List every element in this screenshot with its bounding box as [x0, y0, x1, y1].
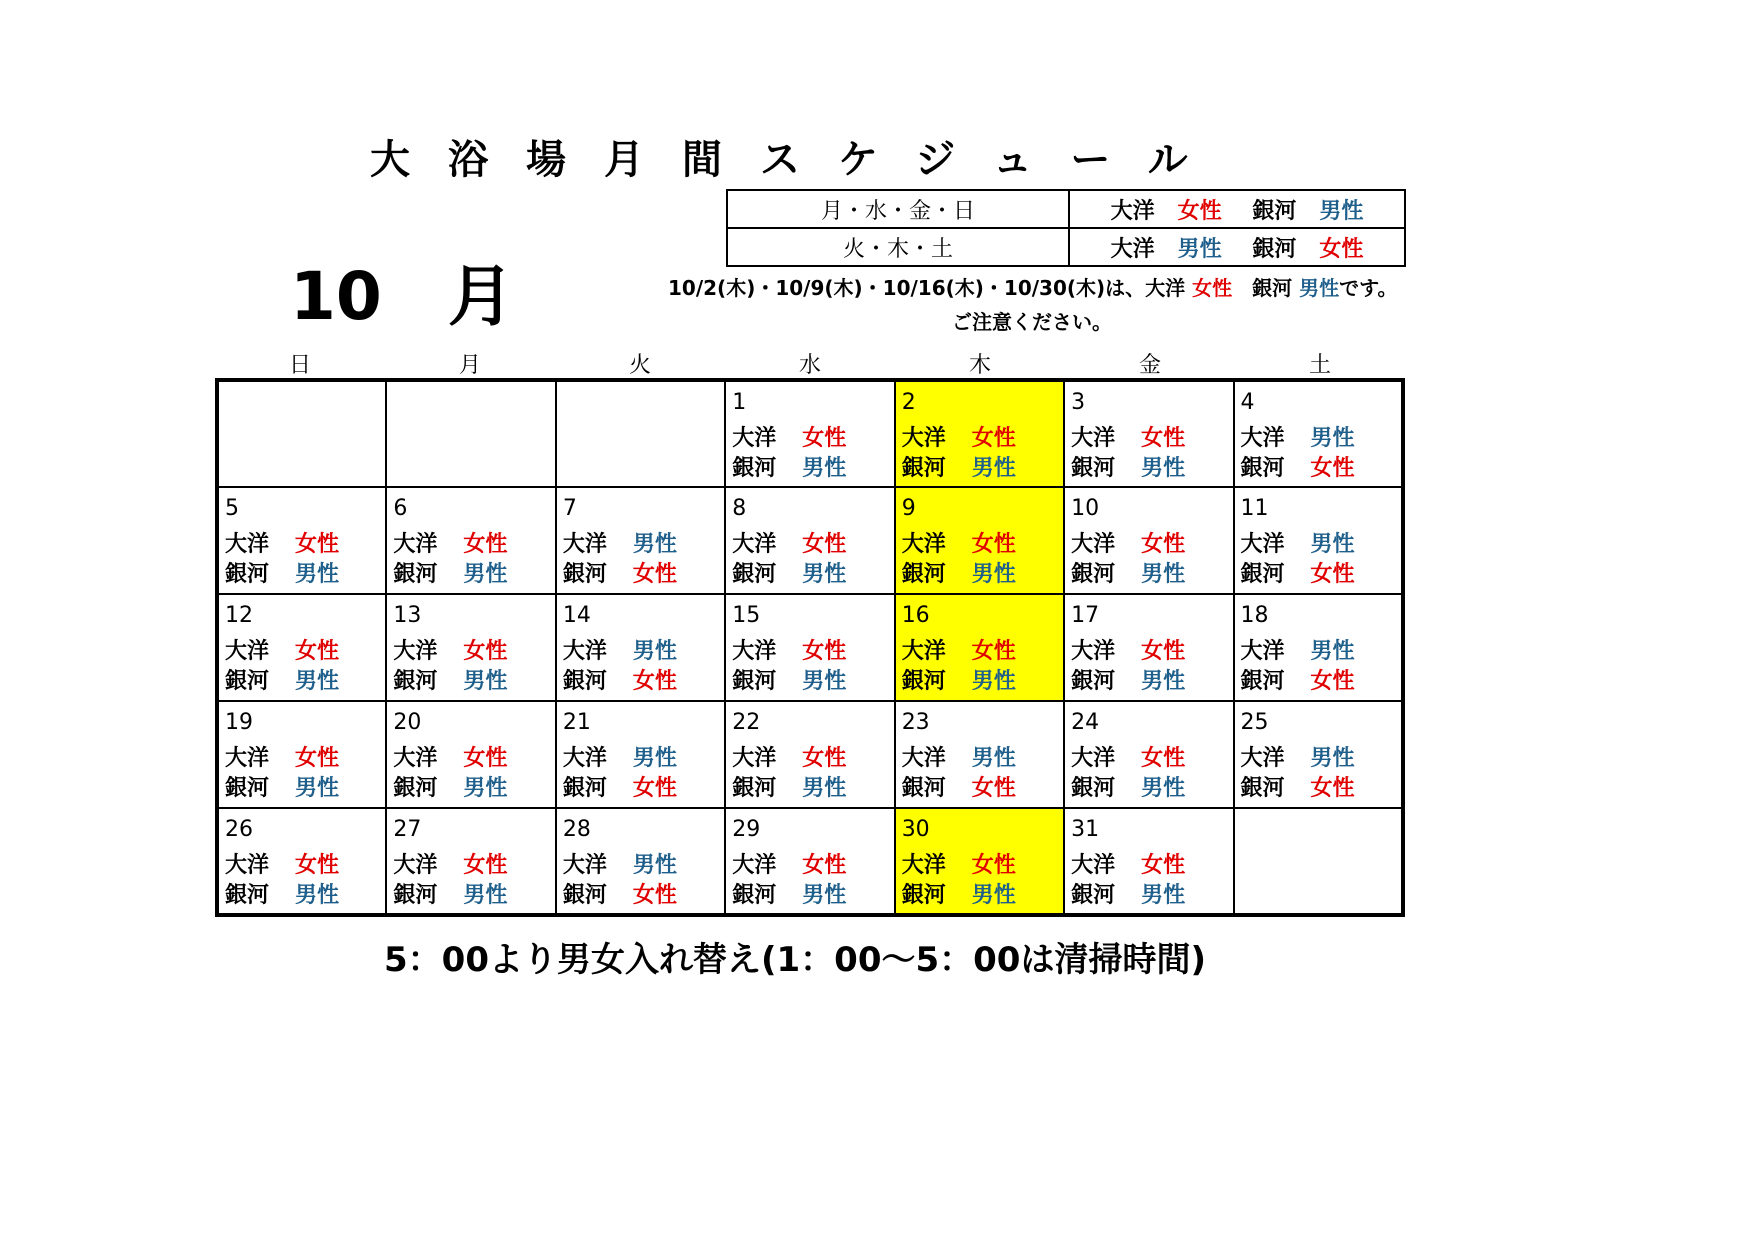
gender-label: 男性 [1310, 746, 1355, 771]
calendar-day-cell [556, 594, 725, 701]
bath-name: 銀河 [1240, 669, 1285, 694]
gender-label: 男性 [295, 562, 340, 587]
bath-assignment [387, 881, 554, 911]
calendar-day-cell [556, 487, 725, 594]
legend-assignment [1069, 190, 1405, 228]
calendar-day-cell [1064, 701, 1233, 808]
bath-name: 大洋 [562, 746, 607, 771]
gender-label: 男性 [295, 776, 340, 801]
gender-label: 女性 [463, 746, 508, 771]
bath-assignment [557, 881, 724, 911]
bath-assignment [557, 530, 724, 560]
calendar-week-row [217, 487, 1403, 594]
gender-label: 男性 [463, 669, 508, 694]
weekday-label: 月 [458, 353, 481, 378]
calendar-day-cell [1234, 594, 1403, 701]
bath-assignment [387, 744, 554, 774]
legend-gender: 女性 [1177, 198, 1222, 224]
gender-label: 男性 [632, 639, 677, 664]
calendar-day-cell [725, 487, 894, 594]
bath-assignment [726, 530, 893, 560]
bath-assignment [219, 881, 385, 911]
bath-assignment [896, 454, 1063, 484]
legend-row [727, 190, 1405, 228]
calendar-day-cell [895, 380, 1064, 487]
bath-assignment [1065, 744, 1232, 774]
day-number: 27 [393, 817, 422, 842]
day-number: 12 [225, 603, 253, 628]
day-number: 8 [732, 496, 747, 521]
bath-name: 大洋 [225, 746, 270, 771]
bath-name: 銀河 [732, 456, 777, 481]
bath-name: 大洋 [901, 532, 946, 557]
day-number: 20 [393, 710, 422, 735]
day-number: 16 [901, 603, 930, 628]
bath-assignment [726, 774, 893, 804]
bath-name: 銀河 [393, 669, 438, 694]
day-number: 19 [225, 710, 253, 735]
gender-label: 男性 [463, 776, 508, 801]
day-number: 13 [393, 603, 422, 628]
day-number: 6 [393, 496, 408, 521]
day-number: 2 [901, 390, 916, 415]
gender-label: 女性 [971, 639, 1016, 664]
gender-label: 女性 [463, 639, 508, 664]
calendar-day-cell [725, 808, 894, 915]
bath-assignment [557, 851, 724, 881]
day-number: 30 [901, 817, 930, 842]
footer-note: 5：00より男女入れ替え(1：00～5：00は清掃時間) [384, 940, 1206, 980]
weekday-label: 土 [1308, 353, 1331, 378]
gender-label: 女性 [1310, 669, 1355, 694]
bath-name: 銀河 [1240, 776, 1285, 801]
gender-label: 女性 [1310, 456, 1355, 481]
bath-assignment [1065, 424, 1232, 454]
calendar-week-row [217, 380, 1403, 487]
gender-label: 女性 [802, 853, 847, 878]
gender-label: 男性 [1141, 669, 1186, 694]
gender-label: 女性 [802, 746, 847, 771]
bath-assignment [1235, 530, 1401, 560]
note-gender: 男性 [1299, 276, 1340, 300]
bath-name: 銀河 [225, 776, 270, 801]
bath-name: 銀河 [901, 562, 946, 587]
bath-name: 大洋 [1071, 639, 1116, 664]
bath-name: 銀河 [901, 456, 946, 481]
bath-name: 銀河 [901, 669, 946, 694]
calendar-day-cell [386, 487, 555, 594]
bath-assignment [1235, 774, 1401, 804]
bath-assignment [896, 774, 1063, 804]
bath-name: 大洋 [225, 853, 270, 878]
bath-assignment [219, 851, 385, 881]
bath-assignment [896, 667, 1063, 697]
bath-assignment [219, 530, 385, 560]
bath-assignment [387, 774, 554, 804]
calendar-day-cell [1064, 487, 1233, 594]
bath-assignment [387, 851, 554, 881]
bath-assignment [896, 424, 1063, 454]
day-number: 5 [225, 496, 239, 521]
page-title: 大浴場月間スケジュール [370, 137, 1226, 183]
bath-assignment [896, 560, 1063, 590]
gender-label: 女性 [632, 669, 677, 694]
gender-label: 男性 [971, 562, 1016, 587]
bath-name: 大洋 [901, 746, 946, 771]
bath-name: 大洋 [562, 532, 607, 557]
weekday-label: 水 [798, 353, 821, 378]
bath-name: 銀河 [562, 669, 607, 694]
gender-label: 男性 [802, 562, 847, 587]
calendar-day-cell [1064, 594, 1233, 701]
day-number: 4 [1240, 390, 1255, 415]
legend-row [727, 228, 1405, 266]
bath-assignment [726, 851, 893, 881]
day-number: 26 [225, 817, 253, 842]
calendar-week-row [217, 808, 1403, 915]
bath-name: 銀河 [732, 883, 777, 908]
gender-label: 男性 [971, 456, 1016, 481]
gender-label: 女性 [802, 532, 847, 557]
bath-assignment [557, 667, 724, 697]
bath-name: 大洋 [1240, 746, 1285, 771]
bath-name: 大洋 [562, 639, 607, 664]
bath-assignment [726, 744, 893, 774]
bath-assignment [1065, 637, 1232, 667]
bath-assignment [896, 851, 1063, 881]
bath-assignment [219, 667, 385, 697]
calendar-day-cell [217, 487, 386, 594]
gender-label: 女性 [632, 562, 677, 587]
gender-label: 男性 [632, 853, 677, 878]
bath-name: 銀河 [1071, 456, 1116, 481]
calendar-week-row [217, 701, 1403, 808]
day-number: 1 [732, 390, 747, 415]
bath-assignment [1065, 667, 1232, 697]
bath-assignment [726, 560, 893, 590]
day-number: 24 [1071, 710, 1100, 735]
bath-name: 大洋 [1071, 532, 1116, 557]
legend-facility: 銀河 [1252, 198, 1297, 224]
calendar-empty-cell [1234, 808, 1403, 915]
gender-label: 女性 [463, 532, 508, 557]
bath-assignment [219, 637, 385, 667]
bath-name: 大洋 [901, 639, 946, 664]
calendar-day-cell [217, 594, 386, 701]
gender-label: 女性 [632, 776, 677, 801]
day-number: 28 [562, 817, 591, 842]
bath-assignment [219, 744, 385, 774]
gender-label: 男性 [971, 746, 1016, 771]
weekday-label: 木 [968, 353, 991, 378]
bath-assignment [896, 744, 1063, 774]
special-days-note [668, 272, 1398, 301]
bath-name: 銀河 [562, 776, 607, 801]
bath-assignment [896, 637, 1063, 667]
bath-assignment [896, 530, 1063, 560]
calendar-day-cell [1234, 487, 1403, 594]
gender-label: 男性 [1141, 456, 1186, 481]
gender-label: 女性 [295, 746, 340, 771]
bath-name: 銀河 [1240, 456, 1285, 481]
legend-days: 月・水・金・日 [727, 190, 1069, 228]
bath-name: 大洋 [901, 853, 946, 878]
weekday-label: 日 [288, 353, 311, 378]
gender-label: 女性 [1141, 532, 1186, 557]
bath-assignment [557, 774, 724, 804]
day-number: 21 [562, 710, 591, 735]
note-text: 銀河 [1232, 276, 1300, 300]
bath-name: 大洋 [732, 853, 777, 878]
bath-assignment [1235, 667, 1401, 697]
bath-name: 銀河 [901, 776, 946, 801]
day-number: 25 [1240, 710, 1269, 735]
gender-label: 男性 [463, 562, 508, 587]
gender-label: 男性 [802, 776, 847, 801]
bath-name: 大洋 [732, 746, 777, 771]
gender-label: 女性 [295, 639, 340, 664]
bath-assignment [1065, 454, 1232, 484]
bath-assignment [1065, 530, 1232, 560]
calendar-day-cell [895, 487, 1064, 594]
bath-name: 銀河 [225, 669, 270, 694]
gender-label: 男性 [1141, 562, 1186, 587]
gender-label: 男性 [971, 669, 1016, 694]
bath-assignment [1065, 774, 1232, 804]
bath-name: 銀河 [393, 883, 438, 908]
calendar-day-cell [556, 701, 725, 808]
calendar-empty-cell [217, 380, 386, 487]
bath-assignment [219, 560, 385, 590]
calendar-day-cell [725, 380, 894, 487]
weekday-header [215, 348, 1405, 379]
bath-name: 大洋 [393, 639, 438, 664]
calendar-day-cell [895, 594, 1064, 701]
calendar-grid [215, 378, 1405, 917]
bath-name: 銀河 [393, 562, 438, 587]
calendar-empty-cell [556, 380, 725, 487]
gender-label: 女性 [1141, 746, 1186, 771]
gender-label: 男性 [1141, 776, 1186, 801]
day-number: 15 [732, 603, 761, 628]
gender-label: 男性 [802, 456, 847, 481]
calendar-empty-cell [386, 380, 555, 487]
calendar-day-cell [895, 808, 1064, 915]
bath-name: 銀河 [901, 883, 946, 908]
calendar-day-cell [1234, 701, 1403, 808]
gender-label: 女性 [802, 426, 847, 451]
legend-gender: 男性 [1177, 236, 1222, 262]
bath-name: 大洋 [1071, 746, 1116, 771]
bath-name: 大洋 [225, 532, 270, 557]
bath-assignment [557, 560, 724, 590]
bath-assignment [726, 454, 893, 484]
gender-label: 女性 [632, 883, 677, 908]
day-number: 7 [562, 496, 577, 521]
gender-label: 男性 [1310, 639, 1355, 664]
gender-label: 女性 [971, 532, 1016, 557]
legend-facility: 大洋 [1110, 236, 1155, 262]
gender-label: 男性 [295, 883, 340, 908]
day-number: 18 [1240, 603, 1269, 628]
bath-assignment [726, 881, 893, 911]
calendar-day-cell [1064, 380, 1233, 487]
bath-assignment [387, 560, 554, 590]
calendar-day-cell [895, 701, 1064, 808]
bath-name: 銀河 [1071, 562, 1116, 587]
gender-label: 女性 [295, 853, 340, 878]
bath-assignment [896, 881, 1063, 911]
gender-label: 男性 [971, 883, 1016, 908]
gender-label: 男性 [1310, 532, 1355, 557]
legend-table [726, 189, 1406, 267]
calendar-day-cell [1064, 808, 1233, 915]
gender-label: 女性 [1141, 426, 1186, 451]
bath-name: 銀河 [732, 562, 777, 587]
gender-label: 女性 [971, 776, 1016, 801]
note-text: です。 [1339, 276, 1398, 300]
bath-name: 銀河 [562, 883, 607, 908]
calendar-day-cell [386, 594, 555, 701]
gender-label: 男性 [632, 532, 677, 557]
day-number: 23 [901, 710, 930, 735]
legend-facility: 銀河 [1252, 236, 1297, 262]
bath-name: 銀河 [1071, 883, 1116, 908]
bath-name: 大洋 [1240, 426, 1285, 451]
calendar-day-cell [725, 594, 894, 701]
bath-assignment [219, 774, 385, 804]
bath-assignment [1235, 637, 1401, 667]
gender-label: 女性 [971, 426, 1016, 451]
calendar-day-cell [1234, 380, 1403, 487]
bath-name: 大洋 [1071, 426, 1116, 451]
bath-assignment [1065, 560, 1232, 590]
legend-assignment [1069, 228, 1405, 266]
bath-name: 大洋 [1071, 853, 1116, 878]
legend-gender: 女性 [1319, 236, 1364, 262]
day-number: 29 [732, 817, 761, 842]
gender-label: 男性 [1141, 883, 1186, 908]
bath-name: 大洋 [1240, 639, 1285, 664]
bath-name: 大洋 [732, 639, 777, 664]
day-number: 14 [562, 603, 591, 628]
gender-label: 女性 [971, 853, 1016, 878]
bath-name: 大洋 [393, 853, 438, 878]
bath-assignment [1235, 424, 1401, 454]
bath-name: 銀河 [225, 562, 270, 587]
day-number: 17 [1071, 603, 1100, 628]
weekday-label: 火 [628, 353, 651, 378]
calendar-week-row [217, 594, 1403, 701]
bath-assignment [1235, 454, 1401, 484]
gender-label: 男性 [802, 883, 847, 908]
gender-label: 女性 [1141, 853, 1186, 878]
bath-name: 大洋 [1240, 532, 1285, 557]
bath-assignment [387, 637, 554, 667]
legend-facility: 大洋 [1110, 198, 1155, 224]
bath-name: 大洋 [901, 426, 946, 451]
calendar-day-cell [386, 701, 555, 808]
weekday-label: 金 [1138, 353, 1161, 378]
bath-name: 大洋 [393, 746, 438, 771]
day-number: 3 [1071, 390, 1086, 415]
day-number: 31 [1071, 817, 1100, 842]
gender-label: 男性 [463, 883, 508, 908]
day-number: 10 [1071, 496, 1100, 521]
legend-days: 火・木・土 [727, 228, 1069, 266]
bath-name: 銀河 [393, 776, 438, 801]
gender-label: 男性 [1310, 426, 1355, 451]
bath-name: 大洋 [393, 532, 438, 557]
calendar-day-cell [386, 808, 555, 915]
month-label: 10 月 [290, 258, 514, 335]
bath-assignment [726, 637, 893, 667]
gender-label: 女性 [295, 532, 340, 557]
gender-label: 女性 [1141, 639, 1186, 664]
bath-assignment [557, 637, 724, 667]
note-gender: 女性 [1192, 276, 1233, 300]
gender-label: 女性 [1310, 776, 1355, 801]
gender-label: 男性 [802, 669, 847, 694]
bath-name: 銀河 [732, 669, 777, 694]
bath-name: 銀河 [562, 562, 607, 587]
note-text: 10/2(木)・10/9(木)・10/16(木)・10/30(木)は、大洋 [668, 276, 1193, 300]
day-number: 22 [732, 710, 761, 735]
calendar-day-cell [217, 701, 386, 808]
calendar-day-cell [725, 701, 894, 808]
bath-name: 銀河 [1071, 776, 1116, 801]
legend-gender: 男性 [1319, 198, 1364, 224]
bath-name: 銀河 [732, 776, 777, 801]
gender-label: 女性 [463, 853, 508, 878]
calendar-day-cell [217, 808, 386, 915]
bath-name: 大洋 [225, 639, 270, 664]
day-number: 11 [1240, 496, 1269, 521]
bath-assignment [387, 530, 554, 560]
bath-assignment [1065, 851, 1232, 881]
bath-name: 大洋 [562, 853, 607, 878]
bath-name: 銀河 [225, 883, 270, 908]
gender-label: 男性 [632, 746, 677, 771]
bath-assignment [387, 667, 554, 697]
bath-name: 銀河 [1240, 562, 1285, 587]
bath-assignment [1065, 881, 1232, 911]
bath-name: 大洋 [732, 532, 777, 557]
caution-note: ご注意ください。 [952, 310, 1112, 334]
bath-name: 大洋 [732, 426, 777, 451]
gender-label: 女性 [802, 639, 847, 664]
bath-assignment [726, 667, 893, 697]
day-number: 9 [901, 496, 916, 521]
bath-assignment [726, 424, 893, 454]
gender-label: 女性 [1310, 562, 1355, 587]
calendar-day-cell [556, 808, 725, 915]
bath-assignment [557, 744, 724, 774]
gender-label: 男性 [295, 669, 340, 694]
bath-assignment [1235, 560, 1401, 590]
bath-name: 銀河 [1071, 669, 1116, 694]
bath-assignment [1235, 744, 1401, 774]
